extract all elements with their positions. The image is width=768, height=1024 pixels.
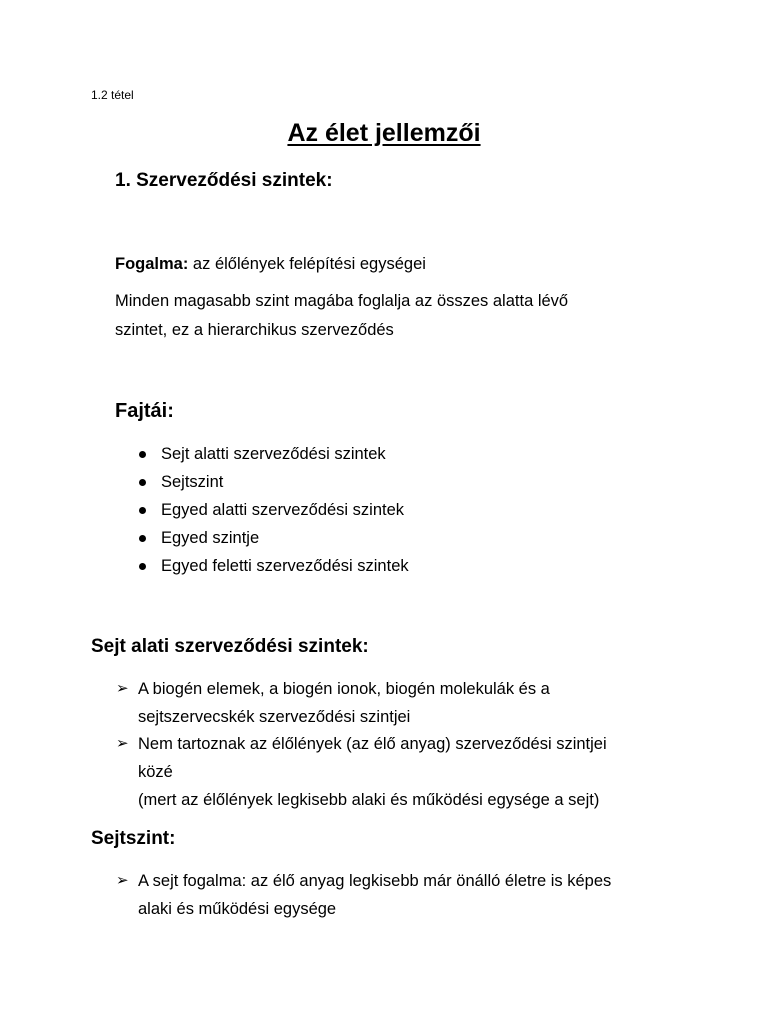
definition-label: Fogalma: [115, 255, 189, 273]
list-item [139, 443, 409, 471]
list-item-text: Egyed alatti szerveződési szintek [161, 501, 405, 519]
list-item [139, 471, 409, 499]
fajtai-bullet-list [139, 443, 409, 583]
list-item-text-line: alaki és működési egysége [138, 900, 337, 918]
list-item [139, 555, 409, 583]
list-item-text-line: A sejt fogalma: az élő anyag legkisebb már önálló életre is képes [138, 872, 612, 890]
list-item-text: Sejt alatti szerveződési szintek [161, 445, 386, 463]
list-item-text: Egyed szintje [161, 529, 260, 547]
list-item-text-line: (mert az élőlények legkisebb alaki és működési egysége a sejt) [138, 791, 600, 809]
hierarchy-text-line-1: Minden magasabb szint magába foglalja az összes alatta lévő [115, 292, 569, 310]
arrow-bullet-icon: ➢ [116, 680, 129, 697]
list-item-text-line: Nem tartoznak az élőlények (az élő anyag) szerveződési szintjei [138, 735, 607, 753]
definition-text: az élőlények felépítési egységei [188, 255, 426, 273]
list-item-text-line: A biogén elemek, a biogén ionok, biogén molekulák és a [138, 680, 550, 698]
list-item-text-line: sejtszervecskék szerveződési szintjei [138, 708, 411, 726]
list-item [139, 527, 409, 555]
section-heading-sejtszint: Sejtszint: [91, 828, 176, 849]
bullet-icon [139, 479, 146, 486]
bullet-icon [139, 451, 146, 458]
section-heading-szervezodesi-szintek: 1. Szerveződési szintek: [115, 170, 333, 191]
bullet-icon [139, 535, 146, 542]
bullet-icon [139, 563, 146, 570]
hierarchy-text-line-2: szintet, ez a hierarchikus szerveződés [115, 321, 394, 339]
list-item-text-line: közé [138, 763, 173, 781]
header-label: 1.2 tétel [91, 88, 134, 102]
list-item-text: Egyed feletti szerveződési szintek [161, 557, 409, 575]
list-item-text: Sejtszint [161, 473, 224, 491]
list-item [139, 499, 409, 527]
arrow-bullet-icon: ➢ [116, 872, 129, 889]
document-title: Az élet jellemzői [287, 119, 481, 147]
definition-paragraph [115, 255, 426, 274]
section-heading-sejt-alati: Sejt alati szerveződési szintek: [91, 636, 369, 657]
bullet-icon [139, 507, 146, 514]
arrow-bullet-icon: ➢ [116, 735, 129, 752]
section-heading-fajtai: Fajtái: [115, 400, 174, 422]
